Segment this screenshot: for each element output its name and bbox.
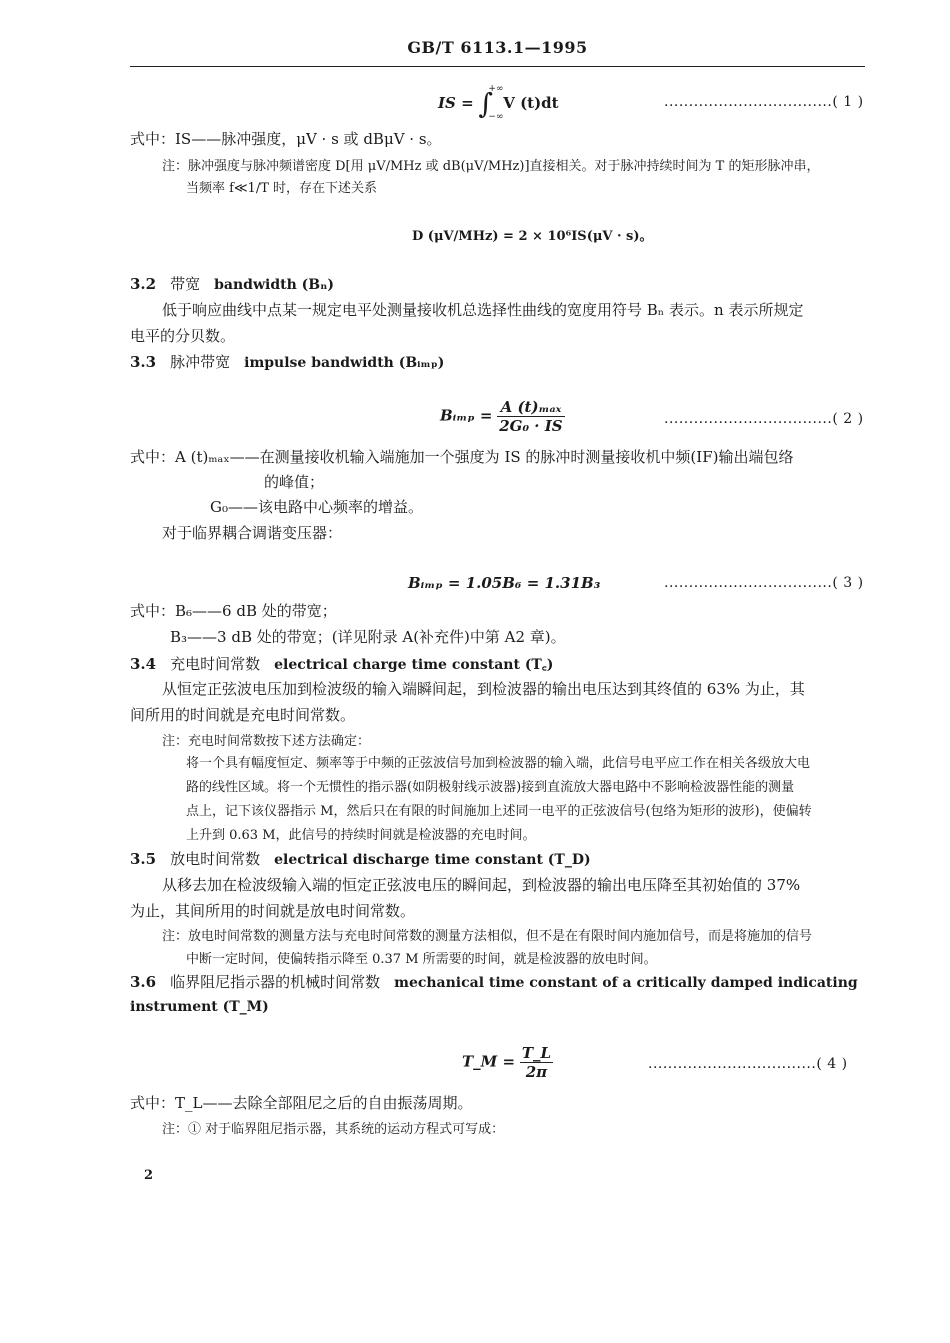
section-3-3-cn: 脉冲带宽 (170, 353, 231, 371)
equation-2 (440, 398, 565, 435)
section-3-6-en: mechanical time constant of a critically damped indicating (394, 975, 858, 991)
section-3-5-heading (130, 848, 591, 869)
eq2-number (664, 411, 864, 427)
section-3-4-en: electrical charge time constant (T꜀) (274, 657, 554, 673)
equation-3: Bᵢₘₚ = 1.05B₆ = 1.31B₃ (408, 574, 601, 592)
section-3-2-cn: 带宽 (170, 275, 201, 293)
section-3-4-note-l2: 路的线性区域。将一个无惯性的指示器(如阴极射线示波器)接到直流放大器电路中不影响检波器性能的测量 (186, 780, 795, 795)
eq4-number (648, 1056, 848, 1072)
document-header: GB/T 6113.1—1995 (407, 38, 588, 57)
eq2-where-l1: 式中：A (t)ₘₐₓ——在测量接收机输入端施加一个强度为 IS 的脉冲时测量接收机中频(IF)输出端包络 (130, 448, 794, 466)
eq2-label: ( 2 ) (832, 411, 864, 427)
eq2-where-l2: 的峰值； (264, 473, 325, 491)
eq3-dots: .................................. (664, 575, 833, 591)
section-3-4-note-l1: 将一个具有幅度恒定、频率等于中频的正弦波信号加到检波器的输入端，此信号电平应工作在相关各级放大电 (186, 756, 811, 771)
eq4-where: 式中：T_L——去除全部阻尼之后的自由振荡周期。 (130, 1094, 473, 1112)
section-3-2-number: 3.2 (130, 275, 157, 293)
section-3-2-para-l1: 低于响应曲线中点某一规定电平处测量接收机总选择性曲线的宽度用符号 Bₙ 表示。n 表示所规定 (162, 301, 804, 319)
section-3-6-number: 3.6 (130, 973, 157, 991)
integral-sign: ∫ (478, 87, 494, 120)
eq2-dots: .................................. (664, 411, 833, 427)
section-3-5-en: electrical discharge time constant (T_D) (274, 852, 591, 868)
section-3-2-para-l2: 电平的分贝数。 (130, 327, 236, 345)
section-3-3-en: impulse bandwidth (Bᵢₘₚ) (244, 355, 445, 371)
note1-line2: 当频率 f≪1/T 时，存在下述关系 (186, 181, 378, 196)
section-3-6-en-l2: instrument (T_M) (130, 999, 269, 1015)
section-3-3-number: 3.3 (130, 353, 157, 371)
eq1-upper-limit: +∞ (488, 84, 504, 94)
eq2-fraction (497, 398, 564, 435)
section-3-5-note-l2: 中断一定时间，使偏转指示降至 0.37 M 所需要的时间，就是检波器的放电时间。 (186, 952, 657, 967)
eq2-denominator: 2G₀ · IS (499, 417, 563, 435)
section-3-4-number: 3.4 (130, 655, 157, 673)
section-3-4-cn: 充电时间常数 (170, 655, 261, 673)
section-3-5-para-l2: 为止，其间所用的时间就是放电时间常数。 (130, 902, 416, 920)
section-3-5-note-l1: 注：放电时间常数的测量方法与充电时间常数的测量方法相似，但不是在有限时间内施加信号，而是将施加的信号 (162, 929, 813, 944)
section-3-3-heading (130, 351, 444, 372)
eq3-where-l1: 式中：B₆——6 dB 处的带宽； (130, 602, 337, 620)
section-3-4-note-title: 注：充电时间常数按下述方法确定： (162, 734, 371, 749)
eq2-lhs: Bᵢₘₚ = (440, 406, 493, 425)
section-3-6-heading-l2 (130, 997, 269, 1015)
section-3-6-cn: 临界阻尼指示器的机械时间常数 (170, 973, 381, 991)
section-3-2-heading (130, 273, 334, 294)
section-3-5-cn: 放电时间常数 (170, 850, 261, 868)
eq1-label: ( 1 ) (832, 94, 864, 110)
eq1-lhs: IS = (438, 94, 474, 112)
eq3-where-l2: B₃——3 dB 处的带宽；(详见附录 A(补充件)中第 A2 章)。 (170, 628, 566, 646)
section-3-4-para-l2: 间所用的时间就是充电时间常数。 (130, 706, 356, 724)
note1-formula: D (μV/MHz) = 2 × 10⁶IS(μV · s)。 (412, 229, 653, 244)
eq4-numerator: T_L (521, 1044, 552, 1062)
equation-4 (462, 1044, 553, 1081)
eq4-fraction (520, 1044, 553, 1081)
section-3-4-para-l1: 从恒定正弦波电压加到检波级的输入端瞬间起，到检波器的输出电压达到其终值的 63% 为止，其 (162, 680, 805, 698)
section-3-5-para-l1: 从移去加在检波级输入端的恒定正弦波电压的瞬间起，到检波器的输出电压降至其初始值的 37% (162, 876, 801, 894)
eq2-where-l3: G₀——该电路中心频率的增益。 (210, 498, 423, 516)
eq2-numerator: A (t)ₘₐₓ (497, 398, 564, 417)
eq4-denominator: 2π (525, 1063, 548, 1081)
eq4-label: ( 4 ) (816, 1056, 848, 1072)
header-rule (130, 66, 865, 67)
page-number: 2 (144, 1168, 154, 1183)
eq1-lower-limit: −∞ (488, 112, 504, 122)
note1-line1: 注：脉冲强度与脉冲频谱密度 D[用 μV/MHz 或 dB(μV/MHz)]直接相关。对于脉冲持续时间为 T 的矩形脉冲串， (162, 159, 820, 174)
section-3-4-note-l3: 点上，记下该仪器指示 M，然后只在有限的时间施加上述同一电平的正弦波信号(包络为矩形的波形)，使偏转 (186, 804, 812, 819)
eq1-body: V (t)dt (503, 94, 559, 112)
eq4-note: 注：① 对于临界阻尼指示器，其系统的运动方程式可写成： (162, 1122, 505, 1137)
section-3-4-note-l4: 上升到 0.63 M，此信号的持续时间就是检波器的充电时间。 (186, 828, 536, 843)
eq4-lhs: T_M = (462, 1052, 516, 1071)
eq4-dots: .................................. (648, 1056, 817, 1072)
eq3-number (664, 575, 864, 591)
eq1-dots: .................................. (664, 94, 833, 110)
eq1-number (664, 94, 864, 110)
eq2-para: 对于临界耦合调谐变压器： (162, 524, 343, 542)
section-3-2-en: bandwidth (Bₙ) (214, 277, 334, 293)
section-3-6-heading (130, 971, 858, 992)
equation-1 (438, 84, 559, 122)
eq1-where: 式中：IS——脉冲强度，μV · s 或 dBμV · s。 (130, 130, 442, 148)
section-3-5-number: 3.5 (130, 850, 157, 868)
eq3-label: ( 3 ) (832, 575, 864, 591)
section-3-4-heading (130, 653, 553, 674)
